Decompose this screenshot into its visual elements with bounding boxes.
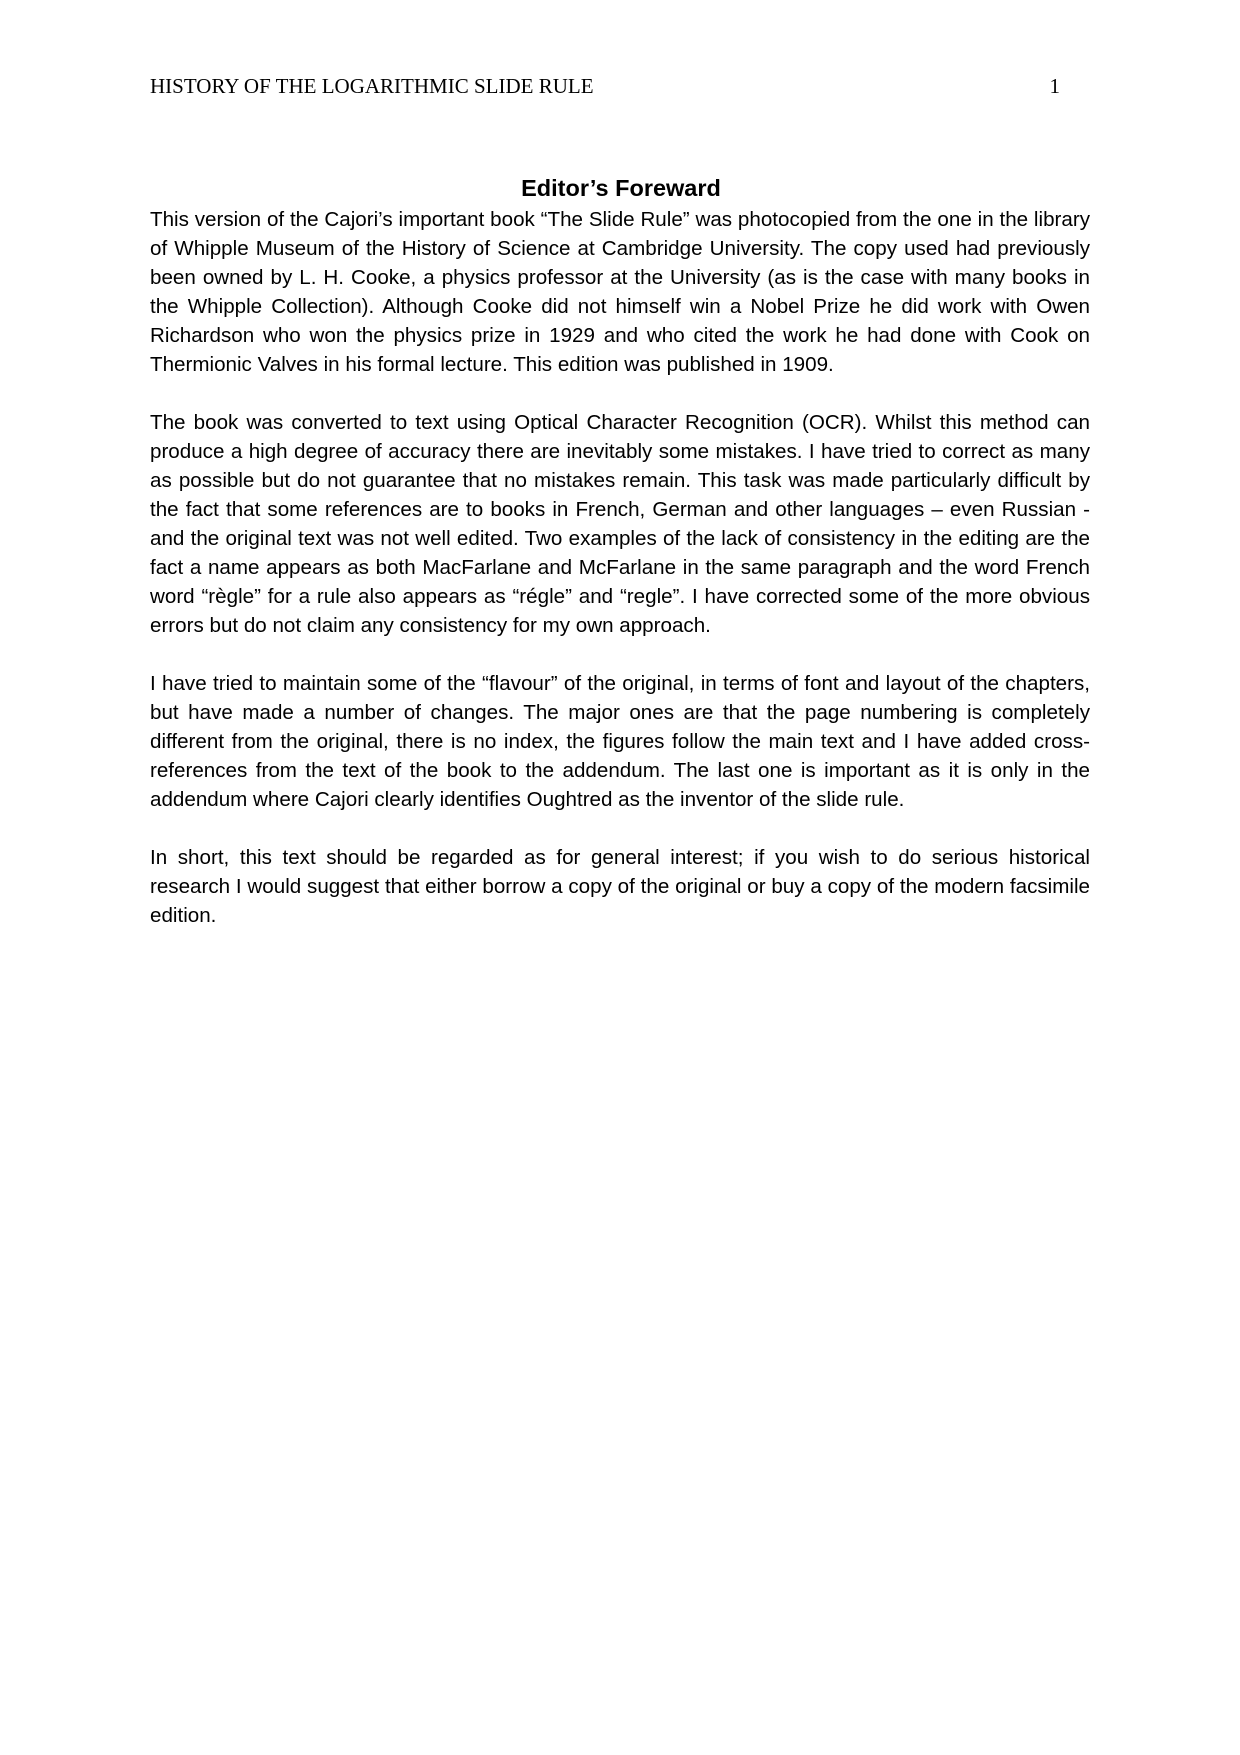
paragraph-3: I have tried to maintain some of the “flavour” of the original, in terms of font and layout of the chapters, but have made a number of changes. The major ones are that the page numbering is completely different from the original, there is no index, the figures follow the main text and I have added cross-references from the text of the book to the addendum. The last one is important as it is only in the addendum where Cajori clearly identifies Oughtred as the inventor of the slide rule. <box>150 672 1090 811</box>
paragraph-2: The book was converted to text using Optical Character Recognition (OCR). Whilst this method can produce a high degree of accuracy there are inevitably some mistakes. I have tried to correct as many as possible but do not guarantee that no mistakes remain. This task was made particularly difficult by the fact that some references are to books in French, German and other languages – even Russian - and the original text was not well edited. Two examples of the lack of consistency in the editing are the fact a name appears as both MacFarlane and McFarlane in the same paragraph and the word French word “règle” for a rule also appears as “régle” and “regle”. I have corrected some of the more obvious errors but do not claim any consistency for my own approach. <box>150 411 1090 637</box>
page-body <box>150 173 1090 959</box>
section-heading: Editor’s Foreward <box>521 175 721 201</box>
running-header <box>150 72 1060 100</box>
paragraph-1: This version of the Cajori’s important book “The Slide Rule” was photocopied from the one in the library of Whipple Museum of the History of Science at Cambridge University. The copy used had previously been owned by L. H. Cooke, a physics professor at the University (as is the case with many books in the Whipple Collection). Although Cooke did not himself win a Nobel Prize he did work with Owen Richardson who won the physics prize in 1929 and who cited the work he had done with Cook on Thermionic Valves in his formal lecture. This edition was published in 1909. <box>150 208 1090 376</box>
running-header-title: HISTORY OF THE LOGARITHMIC SLIDE RULE <box>150 74 594 98</box>
page-number: 1 <box>1049 74 1060 98</box>
paragraph-4: In short, this text should be regarded as for general interest; if you wish to do serious historical research I would suggest that either borrow a copy of the original or buy a copy of the modern facsimile edition. <box>150 846 1090 927</box>
